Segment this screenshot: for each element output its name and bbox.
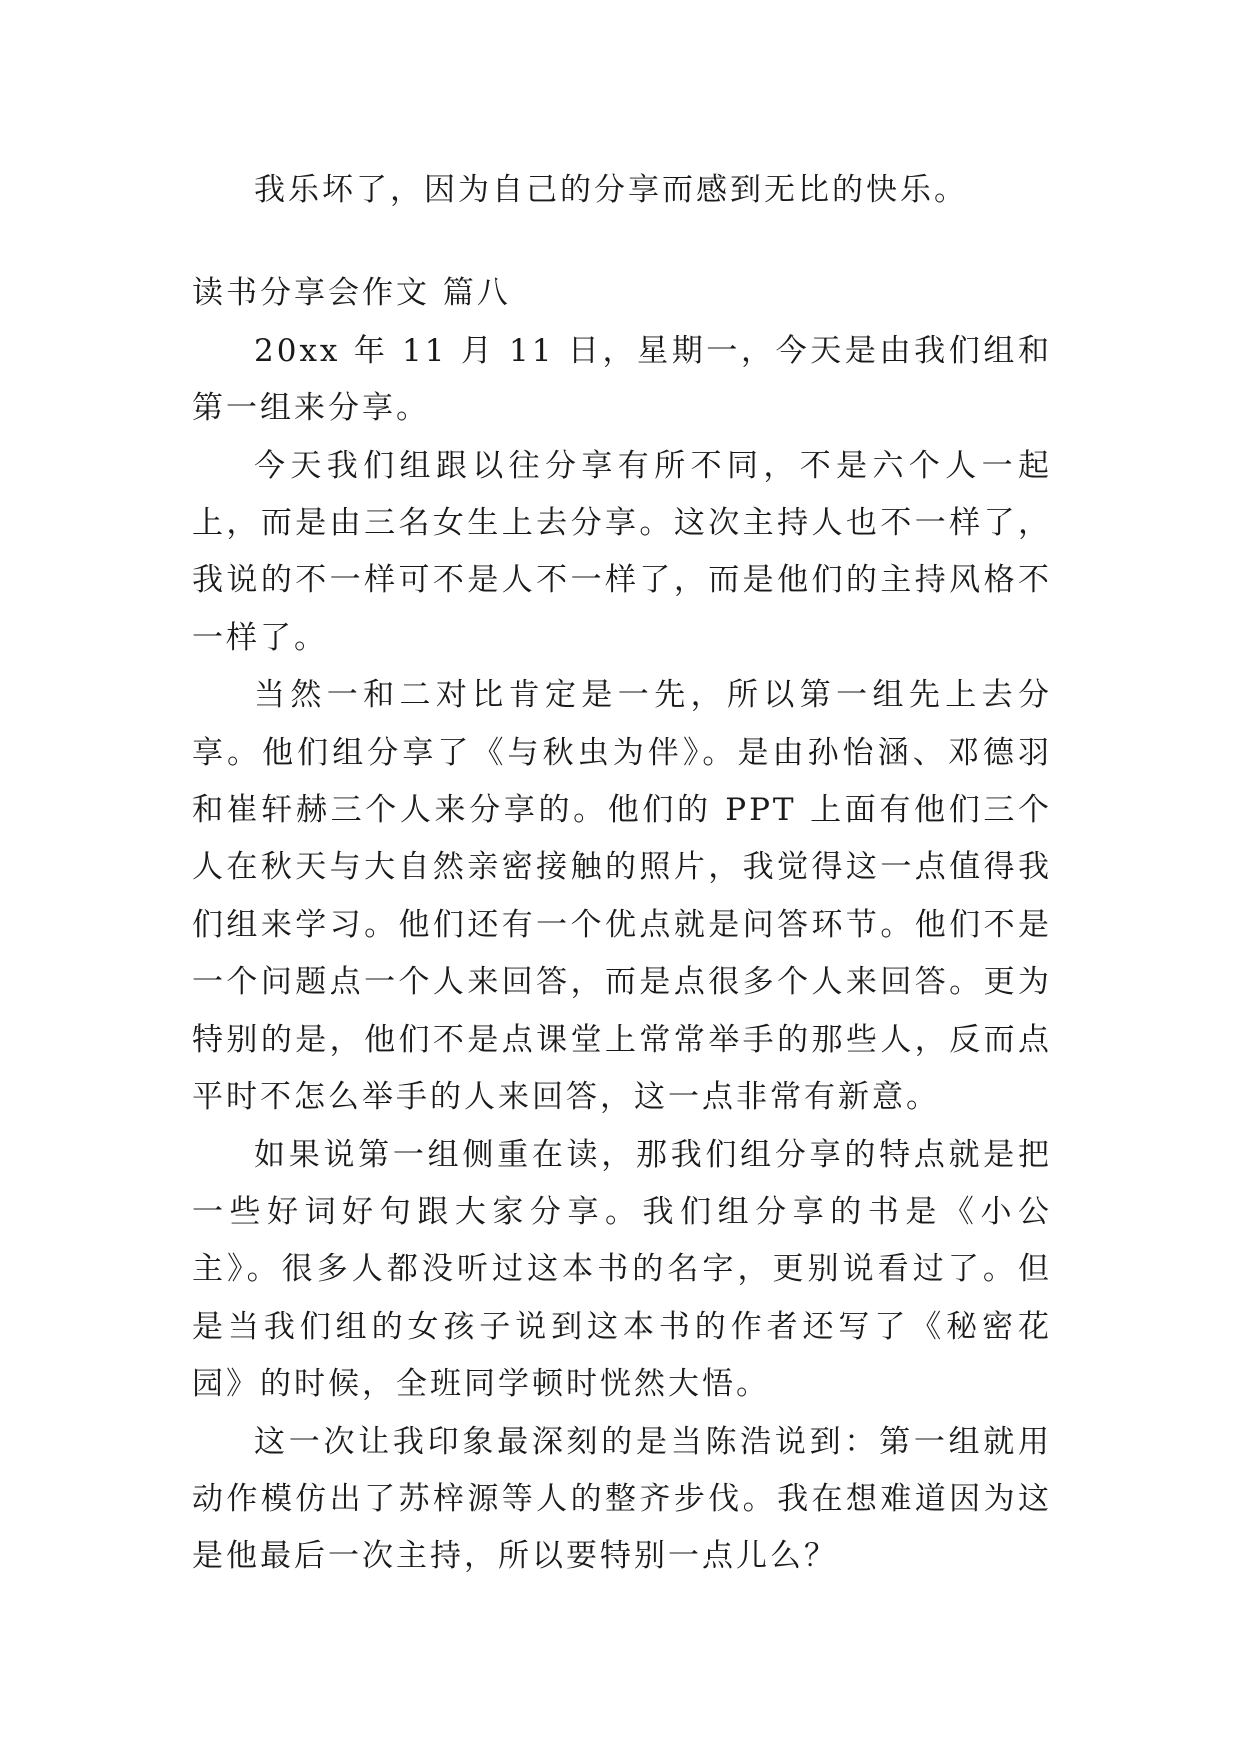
section-heading: 读书分享会作文 篇八	[192, 275, 511, 312]
paragraph: 今天我们组跟以往分享有所不同，不是六个人一起上，而是由三名女生上去分享。这次主持人也不一样了，我说的不一样可不是人不一样了，而是他们的主持风格不一样了。	[192, 447, 1052, 656]
paragraph: 20xx 年 11 月 11 日，星期一，今天是由我们组和第一组来分享。	[192, 332, 1052, 427]
paragraph: 当然一和二对比肯定是一先，所以第一组先上去分享。他们组分享了《与秋虫为伴》。是由孙怡涵、邓德羽和崔轩赫三个人来分享的。他们的 PPT 上面有他们三个人在秋天与大自然亲密接触的照片，我觉得这一点值得我们组来学习。他们还有一个优点就是问答环节。他们不是一个问题点一个人来回答，而是点很多个人来回答。更为特别的是，他们不是点课堂上常常举手的那些人，反而点平时不怎么举手的人来回答，这一点非常有新意。	[192, 677, 1052, 1116]
paragraph: 这一次让我印象最深刻的是当陈浩说到：第一组就用动作模仿出了苏梓源等人的整齐步伐。我在想难道因为这是他最后一次主持，所以要特别一点儿么？	[192, 1423, 1052, 1575]
paragraph: 如果说第一组侧重在读，那我们组分享的特点就是把一些好词好句跟大家分享。我们组分享的书是《小公主》。很多人都没听过这本书的名字，更别说看过了。但是当我们组的女孩子说到这本书的作者还写了《秘密花园》的时候，全班同学顿时恍然大悟。	[192, 1136, 1052, 1403]
intro-paragraph: 我乐坏了，因为自己的分享而感到无比的快乐。	[254, 172, 968, 208]
document-body	[192, 162, 1052, 1586]
